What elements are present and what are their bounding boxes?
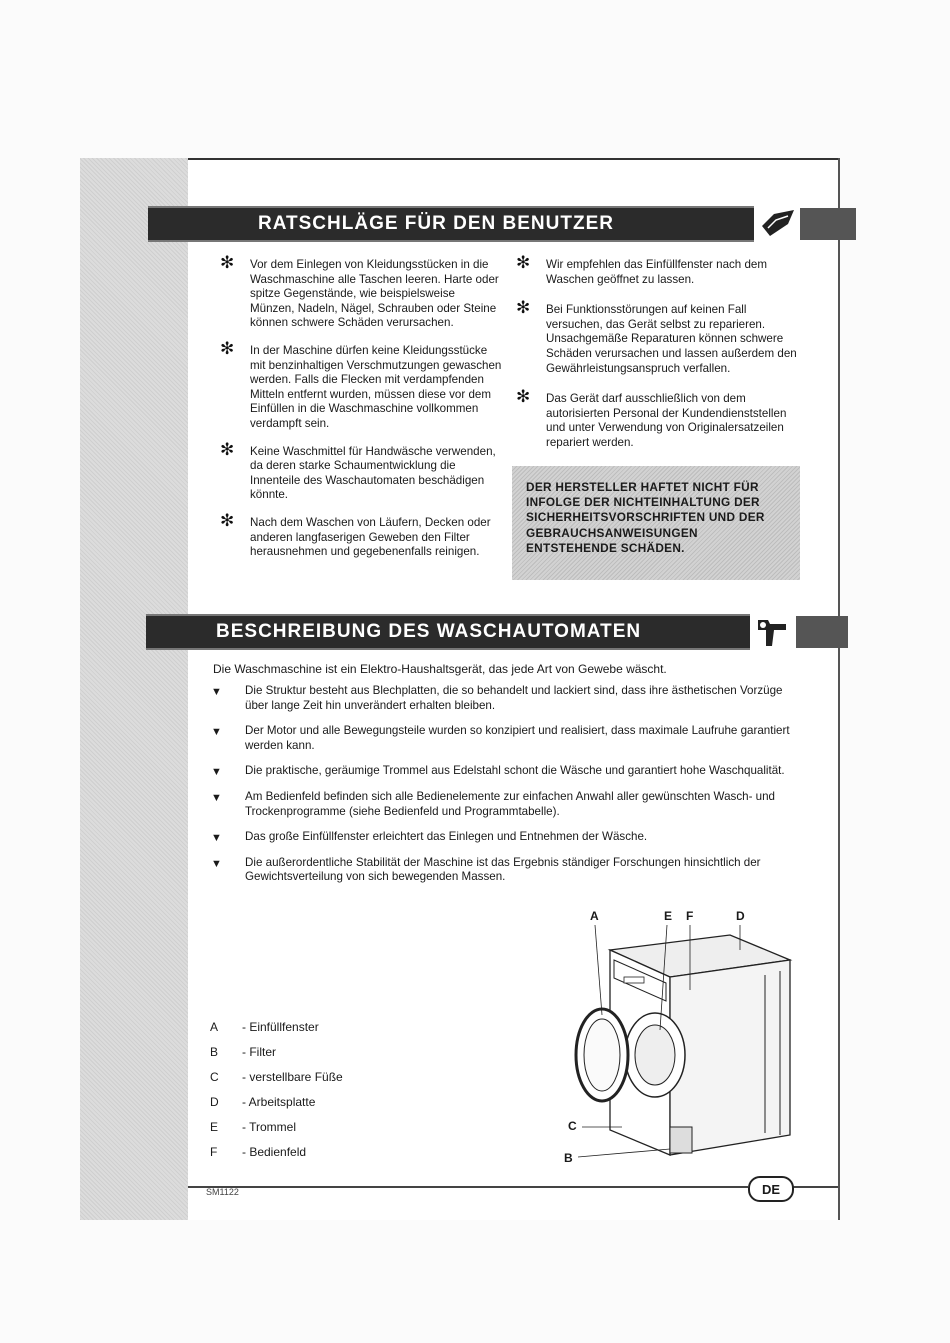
legend-letter: D bbox=[210, 1095, 219, 1109]
tips-left-column bbox=[216, 253, 502, 573]
legend-letter: E bbox=[210, 1120, 219, 1134]
feature-text: Das große Einfüllfenster erleichtert das Einlegen und Entnehmen der Wäsche. bbox=[245, 830, 648, 844]
legend-letter: B bbox=[210, 1045, 219, 1059]
tip-text: Das Gerät darf ausschließlich von dem autorisierten Personal der Kundendienststellen und unter Verwendung von Originalersatzeilen repariert werden. bbox=[546, 392, 787, 449]
list-item bbox=[512, 253, 806, 287]
diagram-label-e: E bbox=[664, 909, 673, 923]
washing-machine-diagram bbox=[540, 905, 820, 1175]
legend-letter: F bbox=[210, 1145, 218, 1159]
legend-letter: C bbox=[210, 1070, 219, 1084]
asterisk-icon: ✻ bbox=[220, 439, 235, 459]
list-item bbox=[211, 724, 801, 753]
legend-label: - Filter bbox=[242, 1045, 276, 1059]
intro-text: Die Waschmaschine ist ein Elektro-Haushaltsgerät, das jede Art von Gewebe wäscht. bbox=[213, 662, 667, 676]
description-banner-tail bbox=[796, 616, 848, 648]
language-badge: DE bbox=[748, 1176, 794, 1202]
triangle-bullet-icon: ▼ bbox=[211, 791, 222, 804]
triangle-bullet-icon: ▼ bbox=[211, 766, 222, 779]
list-item bbox=[211, 790, 801, 819]
list-item bbox=[211, 764, 801, 779]
list-item bbox=[512, 387, 806, 450]
diagram-label-b: B bbox=[564, 1151, 573, 1165]
list-item bbox=[512, 298, 806, 376]
asterisk-icon: ✻ bbox=[516, 298, 531, 318]
tips-banner-tail bbox=[800, 208, 856, 240]
list-item bbox=[216, 510, 502, 560]
parts-legend bbox=[210, 1020, 343, 1170]
legend-row bbox=[210, 1070, 343, 1095]
tip-text: Wir empfehlen das Einfüllfenster nach dem Waschen geöffnet zu lassen. bbox=[546, 258, 768, 286]
feature-text: Am Bedienfeld befinden sich alle Bedienelemente zur einfachen Anwahl aller gewünschten Wasch- und Trockenprogramme (siehe Bedienfeld und Programmtabelle). bbox=[245, 789, 775, 818]
tip-text: Nach dem Waschen von Läufern, Decken oder anderen langfaserigen Geweben den Filter herausnehmen und gegebenenfalls reinigen. bbox=[250, 515, 491, 559]
book-icon bbox=[758, 202, 798, 242]
legend-label: - verstellbare Füße bbox=[242, 1070, 343, 1084]
feature-text: Die außerordentliche Stabilität der Maschine ist das Ergebnis ständiger Forschungen hinsichtlich der Gewichtsverteilung von sich bewegenden Massen. bbox=[245, 855, 761, 884]
footer-rule-right bbox=[790, 1186, 838, 1188]
list-item bbox=[216, 253, 502, 331]
legend-label: - Arbeitsplatte bbox=[242, 1095, 316, 1109]
legend-label: - Trommel bbox=[242, 1120, 296, 1134]
triangle-bullet-icon: ▼ bbox=[211, 726, 222, 739]
feature-text: Der Motor und alle Bewegungsteile wurden so konzipiert und realisiert, dass maximale Laufruhe garantiert werden kann. bbox=[245, 724, 790, 752]
tip-text: Keine Waschmittel für Handwäsche verwenden, da deren starke Schaumentwicklung die Innenteile des Waschautomaten beschädigen könnte. bbox=[250, 444, 496, 502]
diagram-label-c: C bbox=[568, 1119, 577, 1133]
legend-row bbox=[210, 1020, 343, 1045]
tip-text: Bei Funktionsstörungen auf keinen Fall versuchen, das Gerät selbst zu reparieren. Unsachgemäße Reparaturen können schwere Schäden verursachen und lassen außerdem den Gewährleistungsanspruch verfallen. bbox=[546, 303, 797, 375]
legend-letter: A bbox=[210, 1020, 219, 1034]
list-item bbox=[211, 684, 801, 713]
document-code: SM1122 bbox=[206, 1187, 239, 1197]
asterisk-icon: ✻ bbox=[220, 338, 235, 358]
footer-rule bbox=[188, 1186, 748, 1188]
top-rule bbox=[188, 158, 838, 160]
washing-machine-illustration bbox=[540, 905, 820, 1175]
tip-text: Vor dem Einlegen von Kleidungsstücken in die Waschmaschine alle Taschen leeren. Harte oder spitze Gegenstände, wie beispielsweise Münzen, Nadeln, Nägel, Schrauben oder Steine können schwere Schäden verursachen. bbox=[250, 258, 499, 330]
description-title: BESCHREIBUNG DES WASCHAUTOMATEN bbox=[216, 621, 642, 642]
legend-row bbox=[210, 1095, 343, 1120]
tips-banner bbox=[148, 206, 754, 242]
description-banner bbox=[146, 614, 750, 650]
feature-text: Die Struktur besteht aus Blechplatten, die so behandelt und lackiert sind, dass ihre ästhetischen Vorzüge über lange Zeit hin unverändert erhalten bleiben. bbox=[245, 684, 783, 712]
list-item bbox=[211, 856, 801, 885]
legend-row bbox=[210, 1045, 343, 1070]
triangle-bullet-icon: ▼ bbox=[211, 686, 222, 698]
triangle-bullet-icon: ▼ bbox=[211, 832, 222, 845]
triangle-bullet-icon: ▼ bbox=[211, 857, 222, 870]
asterisk-icon: ✻ bbox=[516, 387, 531, 407]
asterisk-icon: ✻ bbox=[220, 510, 235, 530]
tips-title: RATSCHLÄGE FÜR DEN BENUTZER bbox=[258, 213, 614, 234]
legend-label: - Einfüllfenster bbox=[242, 1020, 319, 1034]
legend-label: - Bedienfeld bbox=[242, 1145, 307, 1159]
asterisk-icon: ✻ bbox=[516, 253, 531, 272]
right-rule bbox=[838, 158, 840, 1220]
manufacturer-warning: DER HERSTELLER HAFTET NICHT FÜR INFOLGE DER NICHTEINHALTUNG DER SICHERHEITSVORSCHRIFTEN UND DER GEBRAUCHSANWEISUNGEN ENTSTEHENDE SCHÄDEN. bbox=[512, 466, 800, 580]
diagram-label-f: F bbox=[686, 909, 694, 923]
list-item bbox=[216, 439, 502, 503]
diagram-label-a: A bbox=[590, 909, 599, 923]
list-item bbox=[211, 830, 801, 845]
legend-row bbox=[210, 1145, 343, 1170]
legend-row bbox=[210, 1120, 343, 1145]
diagram-label-d: D bbox=[736, 909, 745, 923]
tips-right-column bbox=[512, 253, 806, 464]
feature-list bbox=[211, 684, 801, 896]
wrench-icon bbox=[752, 610, 792, 650]
tip-text: In der Maschine dürfen keine Kleidungsstücke mit benzinhaltigen Verschmutzungen gewaschen werden. Falls die Flecken mit verdampfenden Mitteln entfernt wurden, müssen diese vor dem Einfüllen in die Waschmaschine vollkommen verdampft sein. bbox=[250, 343, 502, 430]
margin-strip bbox=[80, 158, 188, 1220]
list-item bbox=[216, 338, 502, 432]
asterisk-icon: ✻ bbox=[220, 253, 235, 272]
feature-text: Die praktische, geräumige Trommel aus Edelstahl schont die Wäsche und garantiert hohe Waschqualität. bbox=[245, 764, 785, 778]
